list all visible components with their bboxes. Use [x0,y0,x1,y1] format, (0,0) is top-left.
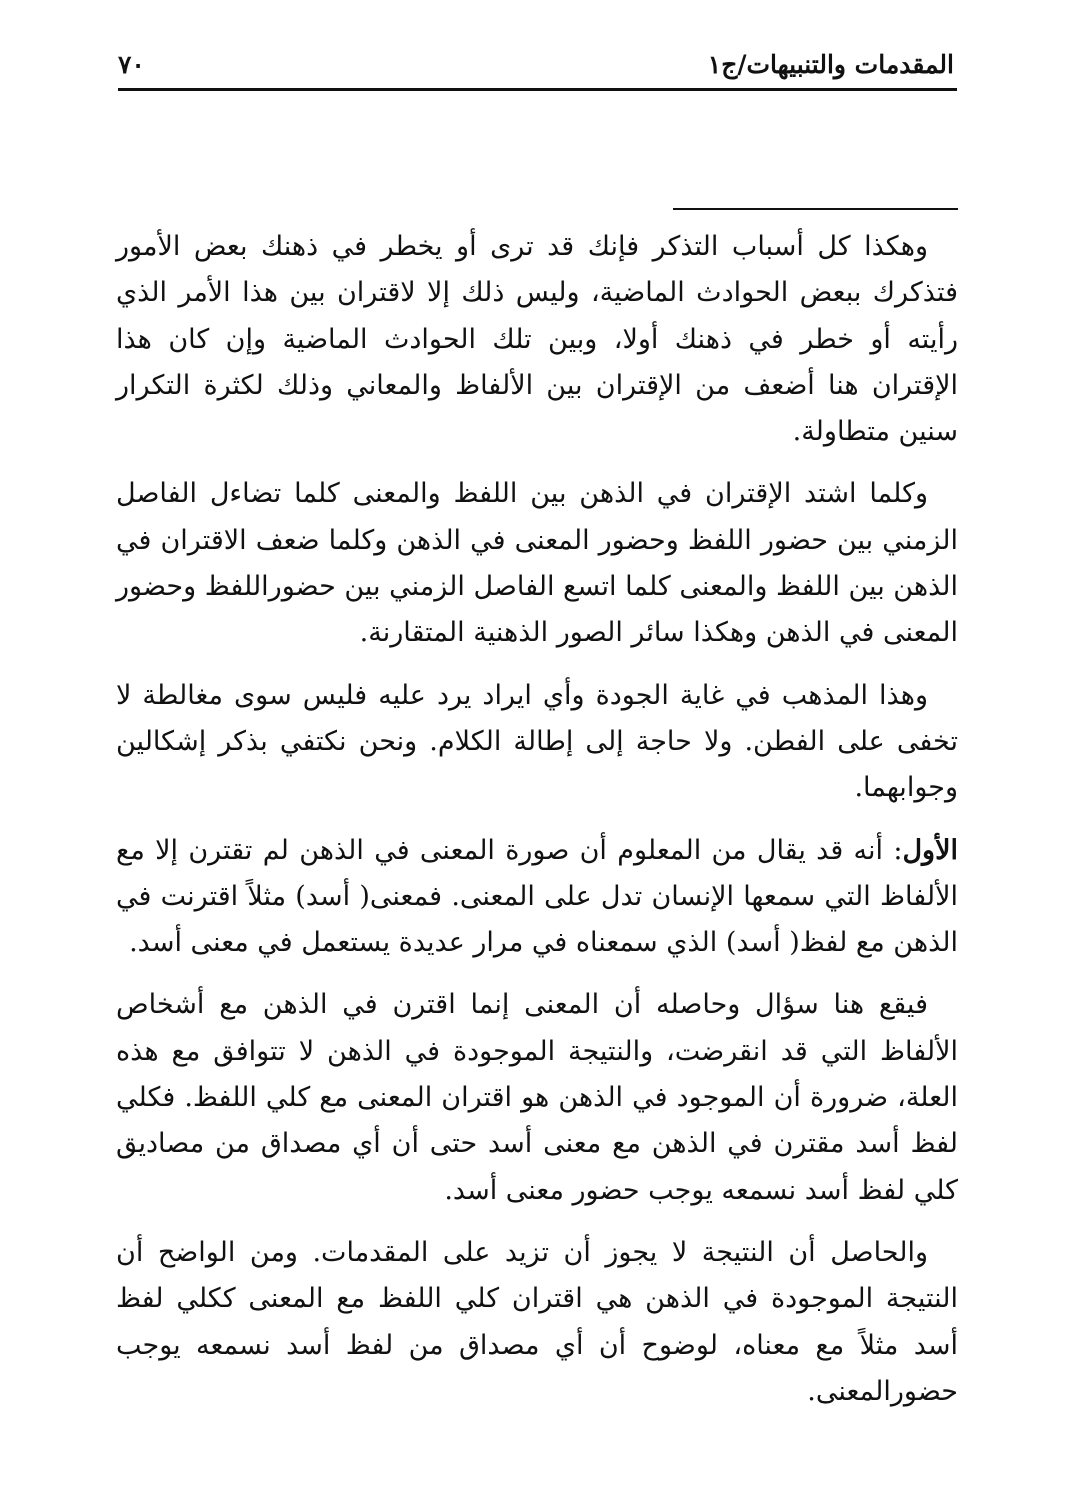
separator-rule [673,208,958,210]
page-number: ٧٠ [118,49,145,79]
header-rule [118,88,957,91]
paragraph: والحاصل أن النتيجة لا يجوز أن تزيد على المقدمات. ومن الواضح أن النتيجة الموجودة في الذهن هي اقتران كلي اللفظ مع المعنى ككلي لفظ أسد مثلاً مع معناه، لوضوح أن أي مصداق من لفظ أسد نسمعه يوجب حضورالمعنى. [116,1236,958,1407]
paragraph-lead-word: الأول [902,834,958,866]
running-title: المقدمات والتنبيهات/ج١ [707,49,954,79]
paragraph: فيقع هنا سؤال وحاصله أن المعنى إنما اقترن في الذهن مع أشخاص الألفاظ التي قد انقرضت، والنتيجة الموجودة في الذهن لا تتوافق مع هذه العلة، ضرورة أن الموجود في الذهن هو اقتران المعنى مع كلي اللفظ. فكلي لفظ أسد مقترن في الذهن مع معنى أسد حتى أن أي مصداق من مصاديق كلي لفظ أسد نسمعه يوجب حضور معنى أسد. [116,989,958,1206]
paragraph: وهكذا كل أسباب التذكر فإنك قد ترى أو يخطر في ذهنك بعض الأمور فتذكرك ببعض الحوادث الماضية، وليس ذلك إلا لاقتران بين هذا الأمر الذي رأيته أو خطر في ذهنك أولا، وبين تلك الحوادث الماضية وإن كان هذا الإقتران هنا أضعف من الإقتران بين الألفاظ والمعاني وذلك لكثرة التكرار سنين متطاولة. [116,231,958,448]
paragraph: وهذا المذهب في غاية الجودة وأي ايراد يرد عليه فليس سوى مغالطة لا تخفى على الفطن. ولا حاجة إلى إطالة الكلام. ونحن نكتفي بذكر إشكالين وجوابهما. [116,679,958,804]
paragraph [116,828,958,967]
paragraph-text: : أنه قد يقال من المعلوم أن صورة المعنى في الذهن لم تقترن إلا مع الألفاظ التي سمعها الإنسان تدل على المعنى. فمعنى( أسد) مثلاً اقترنت في الذهن مع لفظ( أسد) الذي سمعناه في مرار عديدة يستعمل في معنى أسد. [116,834,958,959]
body-text [116,224,958,1431]
page-header [118,40,954,88]
paragraph: وكلما اشتد الإقتران في الذهن بين اللفظ والمعنى كلما تضاءل الفاصل الزمني بين حضور اللفظ وحضور المعنى في الذهن وكلما ضعف الاقتران في الذهن بين اللفظ والمعنى كلما اتسع الفاصل الزمني بين حضوراللفظ وحضور المعنى في الذهن وهكذا سائر الصور الذهنية المتقارنة. [116,478,958,649]
